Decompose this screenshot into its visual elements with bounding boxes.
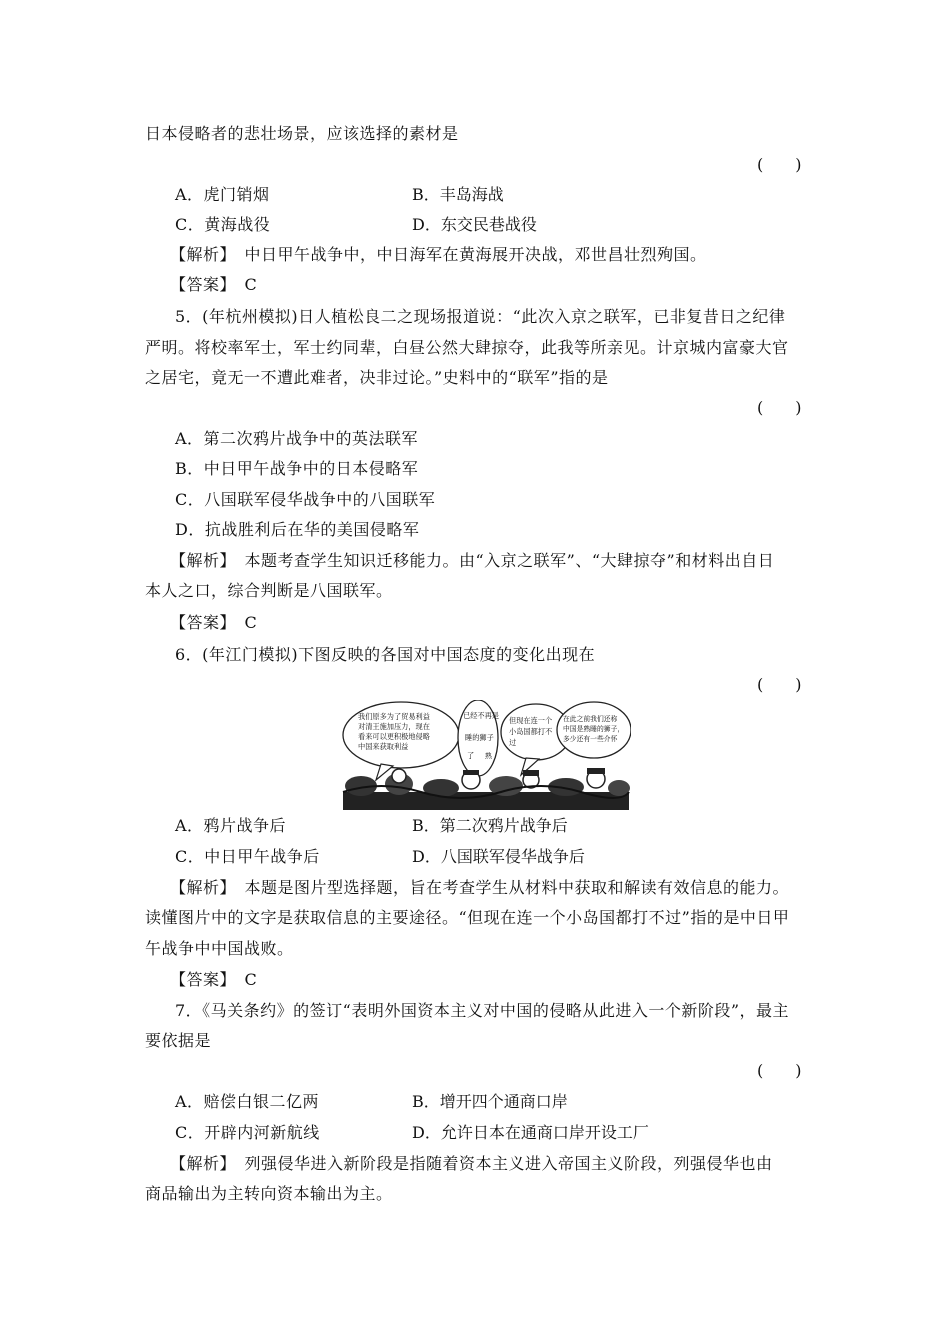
speech-bubble-3-text: 但现在连一个 小岛国都打不 过: [509, 716, 553, 747]
q6-option-d: D．八国联军侵华战争后: [412, 847, 585, 866]
q5-answer: 【答案】 C: [170, 613, 258, 632]
answer-blank: ( ): [757, 675, 802, 694]
q4-option-c: C．黄海战役: [175, 215, 271, 234]
q4-answer: 【答案】 C: [170, 275, 258, 294]
q6-option-a: A．鸦片战争后: [175, 816, 287, 835]
q7-option-c: C．开辟内河新航线: [175, 1123, 320, 1142]
q4-option-a: A．虎门销烟: [175, 185, 270, 204]
q7-option-b: B．增开四个通商口岸: [412, 1092, 568, 1111]
q6-explanation-line-2: 读懂图片中的文字是获取信息的主要途径。“但现在连一个小岛国都打不过”指的是中日甲: [145, 908, 790, 927]
q7-option-d: D．允许日本在通商口岸开设工厂: [412, 1123, 649, 1142]
q5-stem-line-2: 严明。将校率军士，军士约同辈，白昼公然大肆掠夺，此我等所亲见。计京城内富豪大官: [145, 338, 789, 357]
q6-answer: 【答案】 C: [170, 970, 258, 989]
q5-option-a: A．第二次鸦片战争中的英法联军: [175, 429, 419, 448]
q6-option-c: C．中日甲午战争后: [175, 847, 320, 866]
q5-option-c: C．八国联军侵华战争中的八国联军: [175, 490, 436, 509]
speech-bubble-4-text: 在此之前我们还称 中国是熟睡的狮子， 多少还有一些介怀: [563, 715, 625, 743]
q5-option-d: D．抗战胜利后在华的美国侵略军: [175, 520, 420, 539]
q6-stem: 6．(年江门模拟)下图反映的各国对中国态度的变化出现在: [175, 645, 596, 664]
q7-explanation-line-1: 【解析】 列强侵华进入新阶段是指随着资本主义进入帝国主义阶段，列强侵华也由: [170, 1154, 773, 1173]
q5-stem-line-3: 之居宅，竟无一不遭此难者，决非过论。”史料中的“联军”指的是: [145, 368, 609, 387]
q7-explanation-line-2: 商品输出为主转向资本输出为主。: [145, 1184, 393, 1203]
q5-stem-line-1: 5．(年杭州模拟)日人植松良二之现场报道说：“此次入京之联军，已非复昔日之纪律: [175, 307, 786, 326]
political-cartoon-image: [341, 700, 631, 812]
q7-stem-line-1: 7．《马关条约》的签订“表明外国资本主义对中国的侵略从此进入一个新阶段”，最主: [175, 1001, 790, 1020]
answer-blank: ( ): [757, 1061, 802, 1080]
q5-option-b: B．中日甲午战争中的日本侵略军: [175, 459, 419, 478]
answer-blank: ( ): [757, 155, 802, 174]
q4-option-d: D．东交民巷战役: [412, 215, 537, 234]
q6-option-b: B．第二次鸦片战争后: [412, 816, 568, 835]
q6-explanation-line-1: 【解析】 本题是图片型选择题，旨在考查学生从材料中获取和解读有效信息的能力。: [170, 878, 790, 897]
q6-explanation-line-3: 午战争中中国战败。: [145, 939, 294, 958]
speech-bubble-1-text: 我们原多为了贸易利益 对清王施加压力，现在 看来可以更积极地侵略 中国来获取利益: [358, 712, 430, 751]
speech-bubble-2-extra: 熟: [485, 752, 492, 760]
q7-stem-line-2: 要依据是: [145, 1031, 212, 1050]
q4-explanation: 【解析】 中日甲午战争中，中日海军在黄海展开决战，邓世昌壮烈殉国。: [170, 245, 707, 264]
answer-blank: ( ): [757, 398, 802, 417]
q5-explanation-line-1: 【解析】 本题考查学生知识迁移能力。由“入京之联军”、“大肆掠夺”和材料出自日: [170, 551, 775, 570]
q7-option-a: A．赔偿白银二亿两: [175, 1092, 320, 1111]
q4-option-b: B．丰岛海战: [412, 185, 504, 204]
speech-bubble-2-text: 已经不再是 睡的狮子 了: [463, 711, 499, 760]
q5-explanation-line-2: 本人之口，综合判断是八国联军。: [145, 581, 393, 600]
question-4-stem-tail: 日本侵略者的悲壮场景，应该选择的素材是: [145, 124, 459, 143]
cartoon-figures: [343, 768, 630, 810]
